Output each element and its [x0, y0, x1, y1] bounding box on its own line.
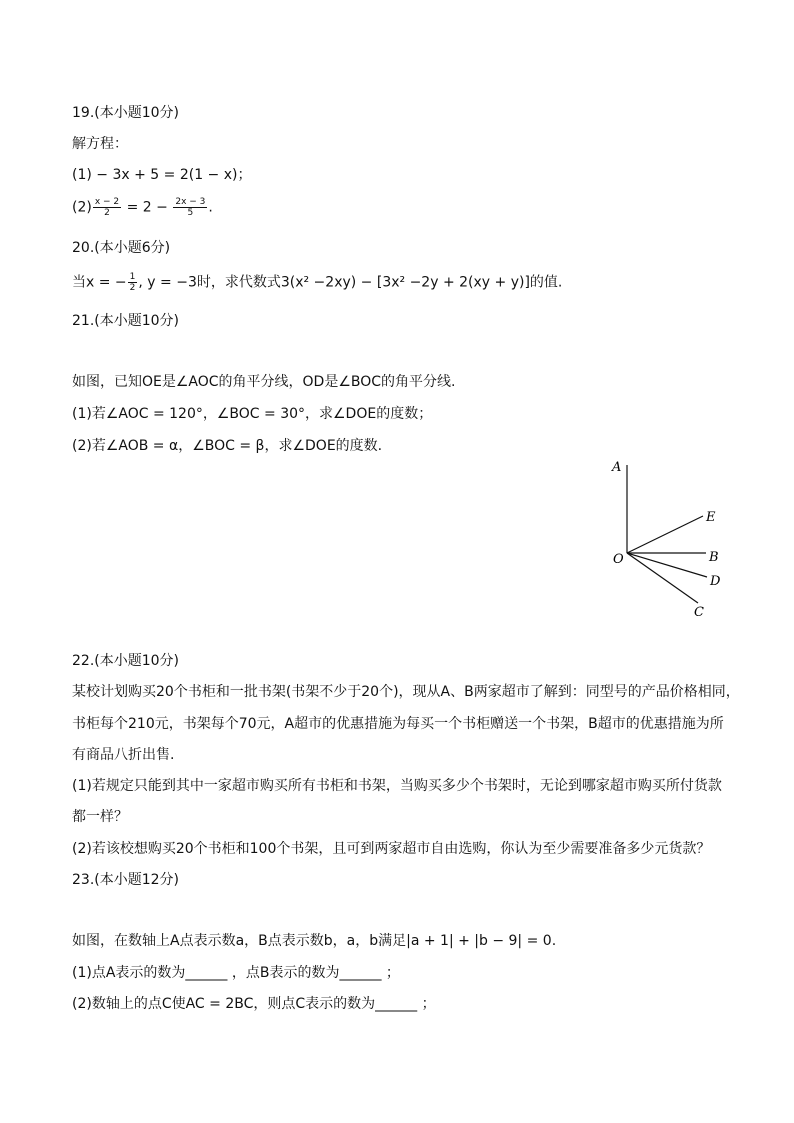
q19-part2-mid: = 2 −: [122, 199, 173, 216]
q21-intro: 如图，已知OE是∠AOC的角平分线，OD是∠BOC的角平分线.: [72, 374, 456, 390]
q23-part1: (1)点A表示的数为______ ，点B表示的数为______ ；: [72, 965, 400, 981]
q20-frac-den: 2: [129, 283, 136, 293]
label-e: E: [706, 510, 716, 525]
q21-part1: (1)若∠AOC = 120°，∠BOC = 30°，求∠DOE的度数；: [72, 406, 433, 422]
q20-text-b: , y = −3时，求代数式3(x² −2xy) − [3x² −2y + 2(xy + y)]的值.: [138, 274, 563, 291]
q20-frac-num: 1: [129, 272, 136, 282]
q21-part2: (2)若∠AOB = α，∠BOC = β，求∠DOE的度数.: [72, 438, 383, 454]
q22-part2: (2)若该校想购买20个书柜和100个书架，且可到两家超市自由选购，你认为至少需要准备多少元货款？: [72, 841, 711, 857]
q19-part2: [72, 197, 213, 218]
q21-header: 21.(本小题10分): [72, 313, 180, 329]
label-d: D: [710, 574, 721, 589]
label-o: O: [613, 552, 624, 567]
q22-part1-line1: (1)若规定只能到其中一家超市购买所有书柜和书架，当购买多少个书架时，无论到哪家超市购买所付货款: [72, 778, 722, 794]
q22-line3: 有商品八折出售.: [72, 747, 175, 763]
q19-frac2-num: 2x − 3: [175, 197, 206, 207]
angle-figure: [600, 455, 740, 625]
q20-text-a: 当x = −: [72, 274, 127, 291]
q23-header: 23.(本小题12分): [72, 872, 180, 888]
q20-frac: [128, 272, 138, 293]
q19-part1: (1) − 3x + 5 = 2(1 − x)；: [72, 167, 252, 183]
label-c: C: [694, 605, 704, 620]
q19-header: 19.(本小题10分): [72, 105, 180, 121]
q22-header: 22.(本小题10分): [72, 653, 180, 669]
label-a: A: [612, 460, 622, 475]
ray-oe: [627, 516, 703, 553]
label-b: B: [709, 550, 719, 565]
q20-header: 20.(本小题6分): [72, 240, 171, 256]
q19-part2-end: .: [208, 199, 213, 216]
ray-od: [627, 553, 707, 577]
q20-text: [72, 272, 562, 293]
q22-part1-line2: 都一样？: [72, 809, 128, 825]
q19-intro: 解方程：: [72, 136, 128, 152]
q23-part2: (2)数轴上的点C使AC = 2BC，则点C表示的数为______ ；: [72, 996, 436, 1012]
q23-intro: 如图，在数轴上A点表示数a，B点表示数b，a，b满足|a + 1| + |b − 9| = 0.: [72, 933, 557, 949]
q22-line1: 某校计划购买20个书柜和一批书架(书架不少于20个)，现从A、B两家超市了解到：同型号的产品价格相同，: [72, 684, 740, 700]
q19-frac2-den: 5: [187, 208, 194, 218]
q22-line2: 书柜每个210元，书架每个70元，A超市的优惠措施为每买一个书柜赠送一个书架，B超市的优惠措施为所: [72, 716, 724, 732]
q19-part2-prefix: (2): [72, 199, 92, 216]
q19-frac1: [93, 197, 121, 218]
q19-frac1-den: 2: [104, 208, 110, 218]
q19-frac2: [173, 197, 207, 218]
ray-oc: [627, 553, 698, 603]
q19-frac1-num: x − 2: [94, 197, 120, 207]
